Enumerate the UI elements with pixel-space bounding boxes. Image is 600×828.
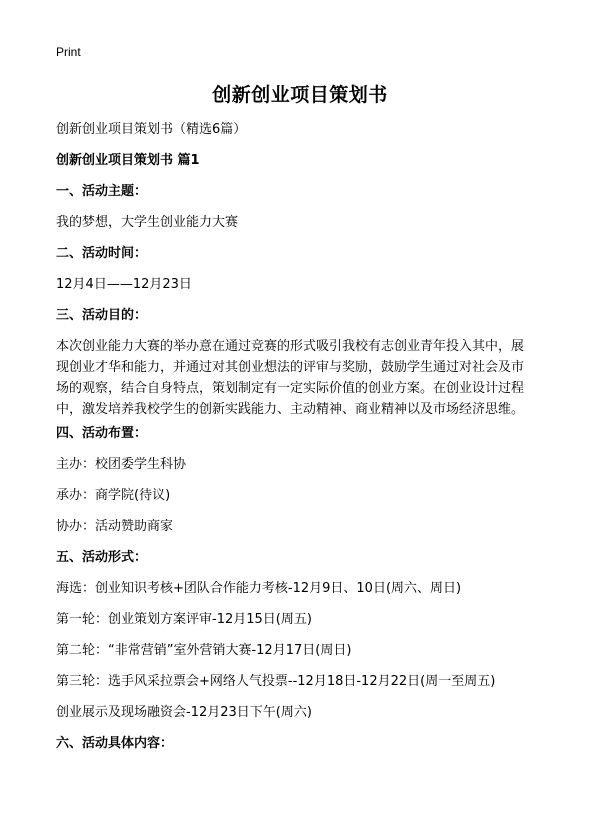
print-link[interactable]: Print xyxy=(56,45,81,59)
format-item: 创业展示及现场融资会-12月23日下午(周六) xyxy=(56,705,312,720)
section-heading-layout: 四、活动布置： xyxy=(56,426,148,441)
format-item: 海选：创业知识考核+团队合作能力考核-12月9日、10日(周六、周日) xyxy=(56,581,462,596)
co-organizer-text: 协办：活动赞助商家 xyxy=(56,519,174,534)
purpose-line: 本次创业能力大赛的举办意在通过竞赛的形式吸引我校有志创业青年投入其中，展 xyxy=(56,339,525,354)
theme-text: 我的梦想，大学生创业能力大赛 xyxy=(56,215,239,230)
format-item: 第一轮：创业策划方案评审-12月15日(周五) xyxy=(56,612,312,627)
time-text: 12月4日——12月23日 xyxy=(56,277,192,292)
format-item: 第二轮：“非常营销”室外营销大赛-12月17日(周日) xyxy=(56,643,352,658)
section-heading-time: 二、活动时间： xyxy=(56,246,148,261)
purpose-paragraph xyxy=(56,336,556,420)
document-title: 创新创业项目策划书 xyxy=(212,84,388,106)
purpose-line: 现创业才华和能力，并通过对其创业想法的评审与奖励，鼓励学生通过对社会及市 xyxy=(56,360,525,375)
host-text: 主办：校团委学生科协 xyxy=(56,457,187,472)
article-heading: 创新创业项目策划书 篇1 xyxy=(56,153,200,168)
section-heading-format: 五、活动形式： xyxy=(56,550,148,565)
section-heading-content: 六、活动具体内容： xyxy=(56,736,174,751)
purpose-line: 场的观察，结合自身特点，策划制定有一定实际价值的创业方案。在创业设计过程 xyxy=(56,381,525,396)
purpose-line: 中，激发培养我校学生的创新实践能力、主动精神、商业精神以及市场经济思维。 xyxy=(56,402,525,417)
section-heading-purpose: 三、活动目的： xyxy=(56,308,148,323)
document-subtitle: 创新创业项目策划书（精选6篇） xyxy=(56,122,247,137)
organizer-text: 承办：商学院(待议) xyxy=(56,488,171,503)
format-item: 第三轮：选手风采拉票会+网络人气投票--12月18日-12月22日(周一至周五) xyxy=(56,674,496,689)
section-heading-theme: 一、活动主题： xyxy=(56,184,148,199)
